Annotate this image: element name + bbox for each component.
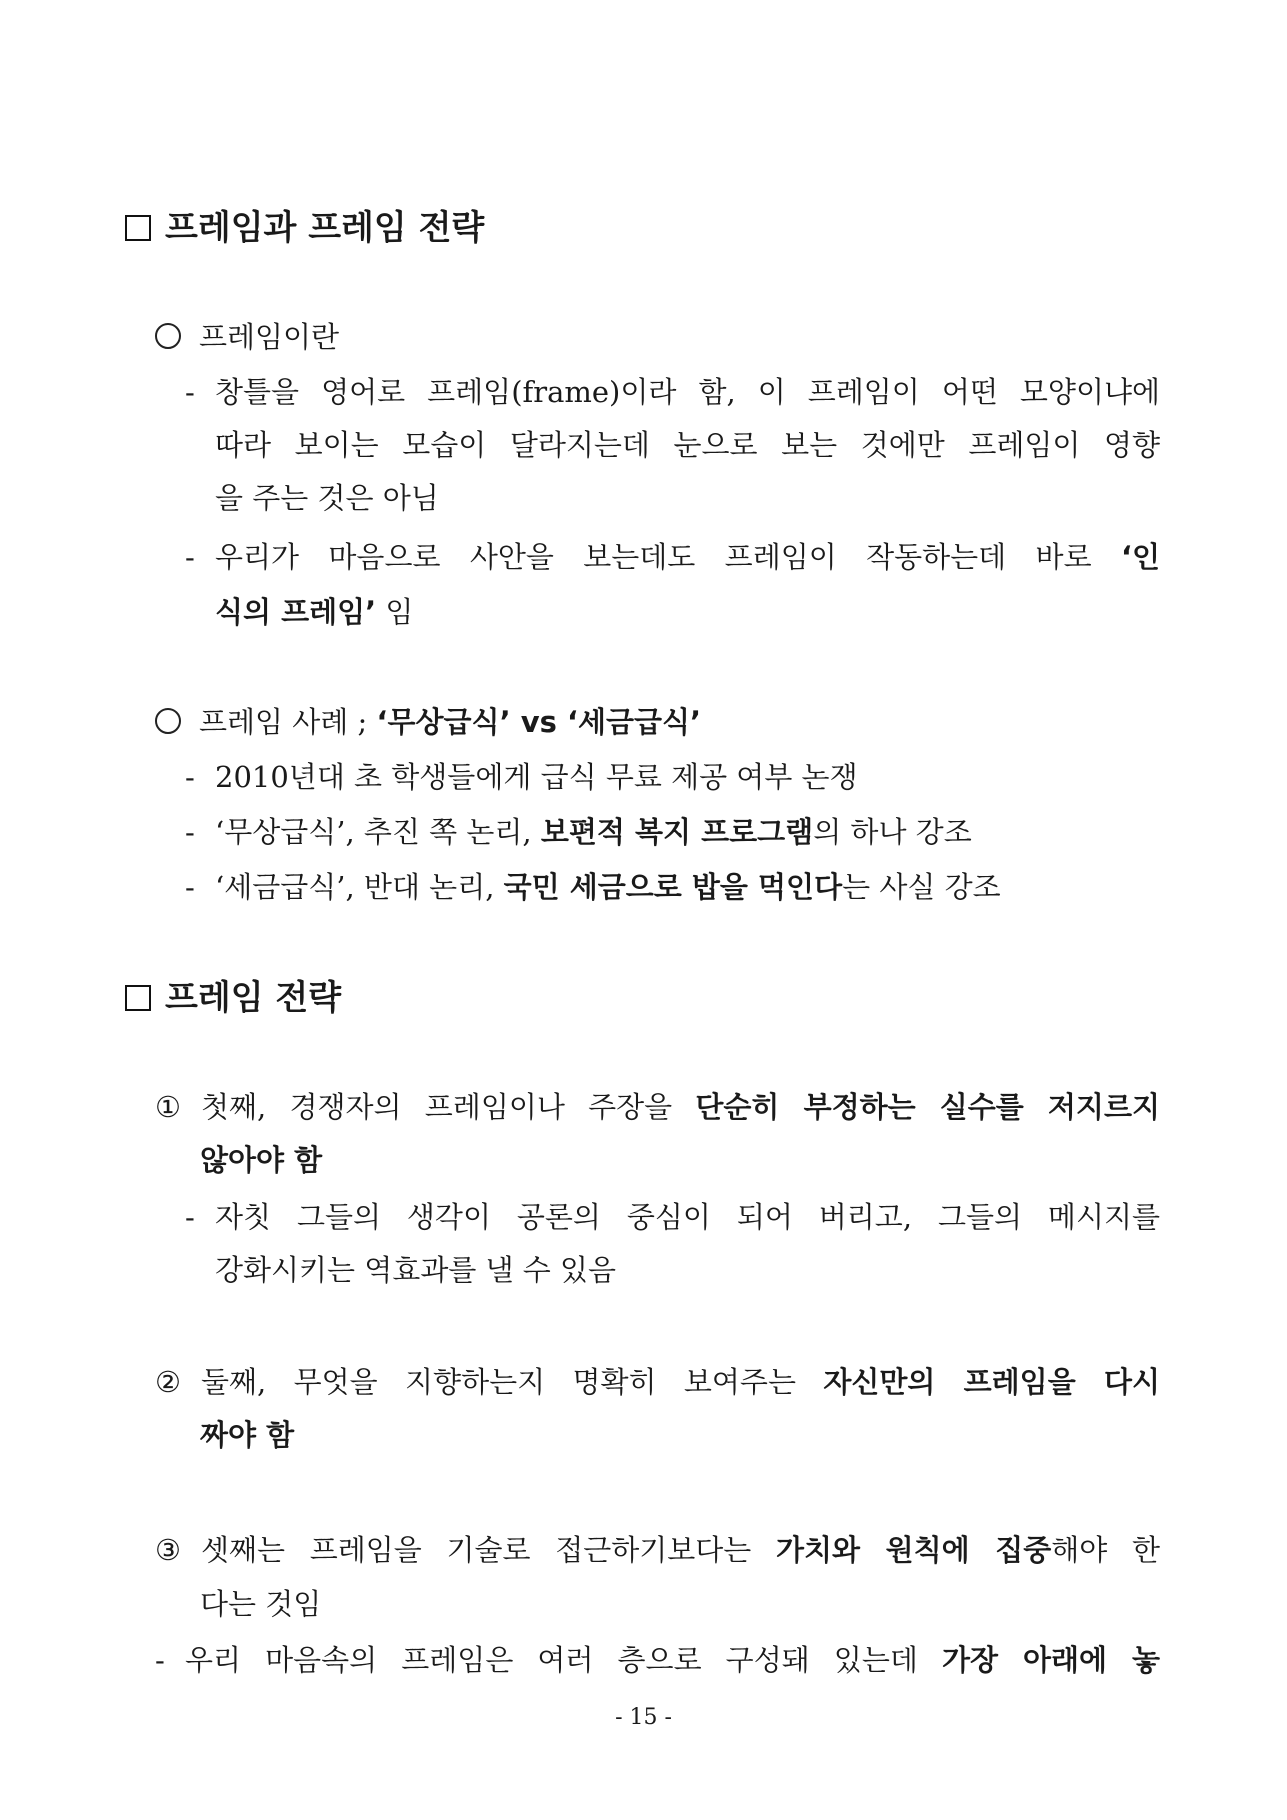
definition-bullet-1-line-2: 따라 보이는 모습이 달라지는데 눈으로 보는 것에만 프레임이 영향 <box>215 428 1160 462</box>
definition-bullet-2-line-1: - 우리가 마음으로 사안을 보는데도 프레임이 작동하는데 바로 ‘인 <box>185 540 1160 574</box>
checkbox-square-icon <box>125 985 151 1011</box>
example-bullet-1: - 2010년대 초 학생들에게 급식 무료 제공 여부 논쟁 <box>185 760 858 794</box>
strategy-item-3-sub-line-1: - 우리 마음속의 프레임은 여러 층으로 구성돼 있는데 가장 아래에 놓 <box>155 1643 1160 1677</box>
strategy-item-2-line-2: 짜야 함 <box>200 1418 295 1452</box>
strategy-item-3-line-1: ③ 셋째는 프레임을 기술로 접근하기보다는 가치와 원칙에 집중해야 한 <box>155 1533 1160 1567</box>
definition-bullet-1-line-1: - 창틀을 영어로 프레임(frame)이라 함, 이 프레임이 어떤 모양이냐에 <box>185 375 1160 409</box>
strategy-item-1-line-1: ① 첫째, 경쟁자의 프레임이나 주장을 단순히 부정하는 실수를 저지르지 <box>155 1090 1160 1124</box>
checkbox-square-icon <box>125 215 151 241</box>
section-heading-frame-and-strategy: 프레임과 프레임 전략 <box>125 200 484 249</box>
definition-bullet-2-line-2: 식의 프레임’ 임 <box>215 595 414 629</box>
strategy-item-2-line-1: ② 둘째, 무엇을 지향하는지 명확히 보여주는 자신만의 프레임을 다시 <box>155 1365 1160 1399</box>
page-number: - 15 - <box>615 1705 672 1730</box>
circle-bullet-icon <box>155 708 181 734</box>
example-bullet-2: - ‘무상급식’, 추진 쪽 논리, 보편적 복지 프로그램의 하나 강조 <box>185 815 972 849</box>
strategy-item-1-sub-line-2: 강화시키는 역효과를 낼 수 있음 <box>215 1253 617 1287</box>
definition-bullet-1-line-3: 을 주는 것은 아님 <box>215 481 439 515</box>
strategy-item-3-line-2: 다는 것임 <box>200 1587 322 1621</box>
strategy-item-1-line-2: 않아야 함 <box>200 1143 323 1177</box>
subheading-frame-example: 프레임 사례 ; ‘무상급식’ vs ‘세금급식’ <box>155 700 701 741</box>
subheading-frame-definition: 프레임이란 <box>155 315 339 356</box>
strategy-item-1-sub-line-1: - 자칫 그들의 생각이 공론의 중심이 되어 버리고, 그들의 메시지를 <box>185 1200 1160 1234</box>
circle-bullet-icon <box>155 323 181 349</box>
section-heading-frame-strategy: 프레임 전략 <box>125 970 341 1019</box>
example-bullet-3: - ‘세금급식’, 반대 논리, 국민 세금으로 밥을 먹인다는 사실 강조 <box>185 870 1001 904</box>
